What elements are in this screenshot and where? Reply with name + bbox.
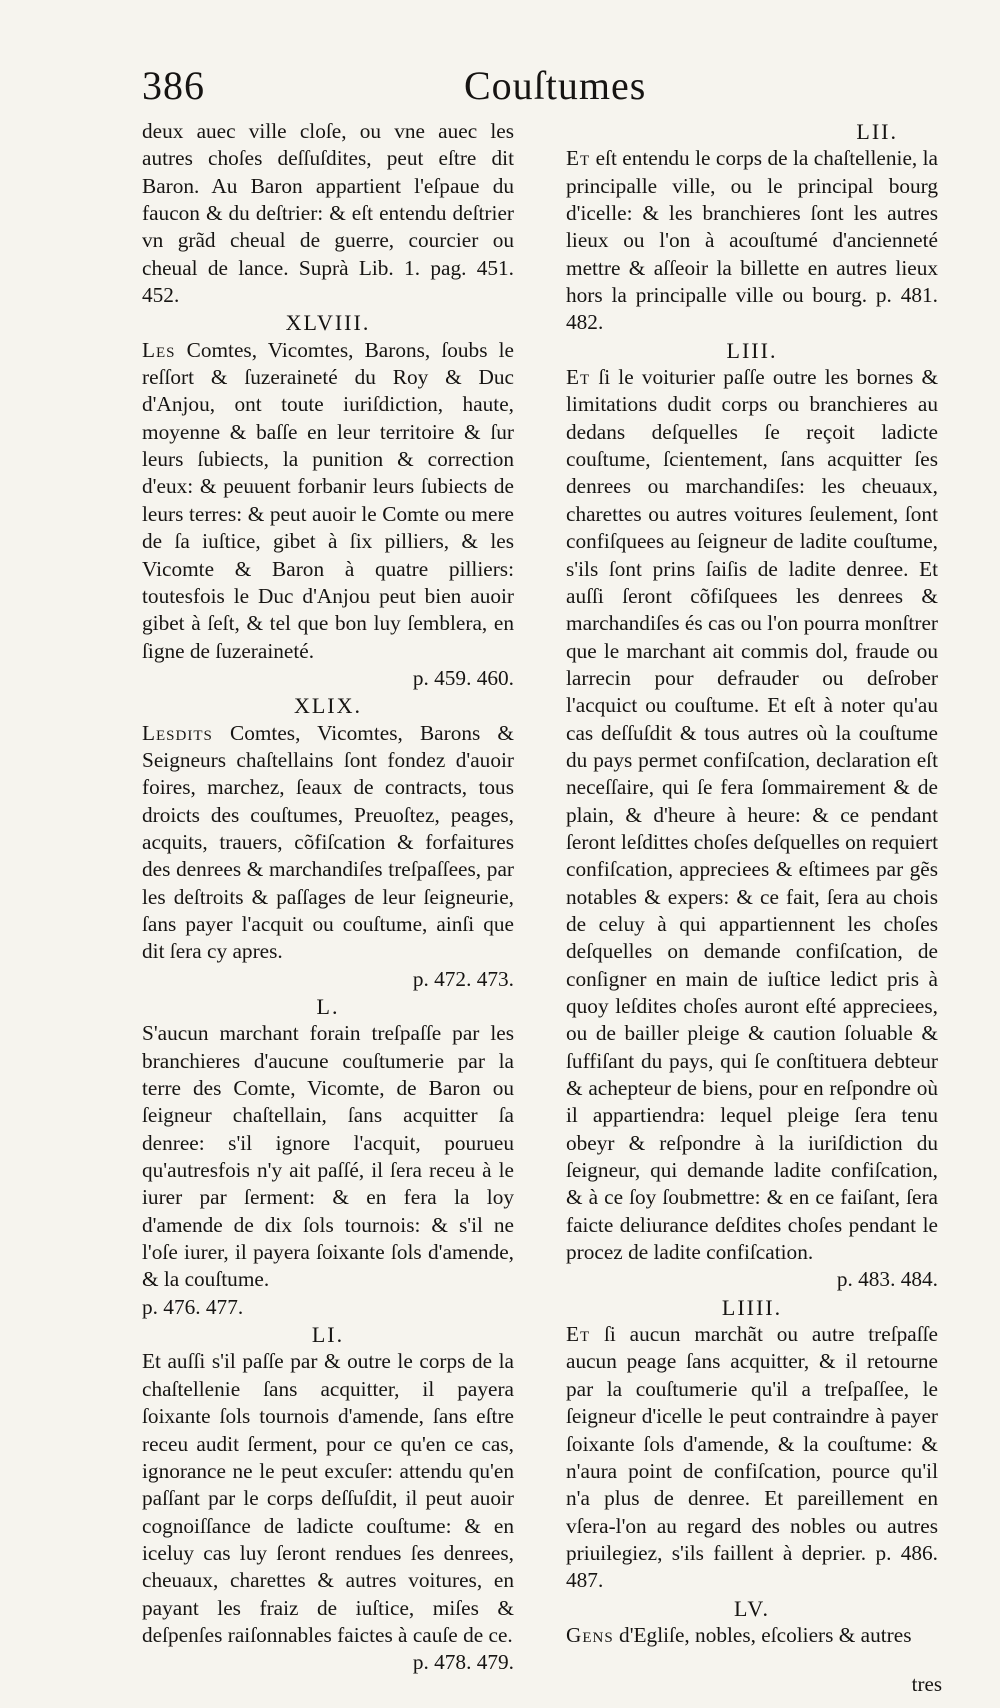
article-text: Comtes, Vicomtes, Barons & Seigneurs chaſtellains ſont fondez d'auoir foires, marchez, ſeaux de contracts, tous droicts des couſtumes, Preuoſtez, peages, acquits, trauers, cõfiſcation & forfaitures des denrees & marchandiſes treſpaſſees, par les deſtroits & paſſages de leur ſeigneurie, ſans payer l'acquit ou couſtume, ainſi que dit ſera cy apres. [142, 720, 514, 964]
page-reference: p. 459. 460. [412, 665, 514, 690]
article-text: Comtes, Vicomtes, Barons, ſoubs le reſſort & ſuzeraineté du Roy & Duc d'Anjou, ont toute iuriſdiction, haute, moyenne & baſſe en leur territoire & ſur leurs ſubiects, la punition & correction d'eux: & peuuent forbanir leurs ſubiects de leurs terres: & peut auoir le Comte ou mere de ſa iuſtice, gibet à ſix pilliers, & les Vicomte & Baron à quatre pilliers: toutesfois le Duc d'Anjou peut bien auoir gibet à ſeſt, & tel que bon luy ſemblera, en ſigne de ſuzeraineté. [142, 337, 514, 663]
article-initial-word: Lesdits [142, 720, 213, 745]
article-initial-word: Gens [566, 1622, 614, 1647]
article-heading: LII. [856, 119, 898, 144]
article-text: ſi le voiturier paſſe outre les bornes & limitations dudit corps ou branchieres au dedans deſquelles ſe reçoit ladicte couſtume, ſcientement, ſans acquitter ſes denrees ou marchandiſes: les cheuaux, charettes ou autres voitures ſeulement, ſont confiſquees au ſeigneur de ladite couſtume, s'ils ſont prins ſaiſis de ladite denree. Et auſſi ſeront cõfiſquees les denrees & marchandiſes és cas ou l'on pourra monſtrer que le marchant ait commis dol, fraude ou larrecin pour defrauder ou deſrober l'acquict ou couſtume. Et eſt à noter qu'au cas deſſuſdit & tous autres où la couſtume du pays permet confiſcation, declaration eſt neceſſaire, qui ſe fera ſommairement & de plain, & d'heure à heure: & ce pendant ſeront leſdittes choſes deſquelles on requiert confiſcation, appreciees & eſtimees par gẽs notables & expers: & ce fait, ſera au chois de celuy à qui appartiennent les choſes deſquelles on demande confiſcation, de conſigner en main de iuſtice ledict pris à quoy leſdites choſes auront eſté appreciees, ou de bailler pleige & caution ſoluable & ſuffiſant du pays, qui ſe conſtituera debteur & achepteur de biens, pour en reſpondre où il appartiendra: lequel pleige ſera tenu obeyr & reſpondre à la iuriſdiction du ſeigneur, qui demande ladite confiſcation, & à ce ſoy ſoubmettre: & en ce faiſant, ſera faicte deliurance deſdites choſes pendant le procez de ladite confiſcation. [566, 365, 939, 1265]
article-body [142, 337, 514, 692]
article-heading: L. [316, 994, 340, 1019]
article-initial-word: Les [142, 337, 176, 362]
left-column [142, 118, 514, 1677]
article-body [566, 1321, 938, 1594]
page-reference: p. 486. 487. [566, 1540, 938, 1593]
article-heading: XLVIII. [285, 310, 371, 336]
page-reference: p. 483. 484. [836, 1267, 938, 1292]
article-initial-word: Et [566, 146, 591, 171]
article-text: S'aucun marchant forain treſpaſſe par les branchieres d'aucune couſtumerie par la terre des Comte, Vicomte, de Baron ou ſeigneur chaſtellain, ſans acquitter ſa denree: s'il ignore l'acquit, pourueu qu'autresfois n'y ait paſſé, il ſera receu à le iurer par ſerment: & en fera la loy d'amende de dix ſols tournois: & s'il ne l'oſe iurer, il payera ſoixante ſols d'amende, & la couſtume. [142, 1021, 514, 1292]
article-body [566, 364, 938, 1294]
article-body [566, 1622, 938, 1649]
article-body [566, 145, 938, 336]
page-reference: p. 472. 473. [412, 966, 514, 991]
page-reference: p. 476. 477. [142, 1294, 244, 1319]
article-heading: LIII. [726, 337, 778, 363]
article-text: Et auſſi s'il paſſe par & outre le corps de la chaſtellenie ſans acquitter, il payera ſoixante ſols tournois d'amende, ſans eſtre receu audit ſerment, pour ce qu'en ce cas, ignorance ne le peut excuſer: attendu qu'en paſſant par le corps deſſuſdit, il peut auoir cognoiſſance de ladicte couſtume: & en iceluy cas luy ſeront rendues ſes denrees, cheuaux, charettes & autres voitures, en payant les fraiz de iuſtice, miſes & deſpenſes raiſonnables faictes à cauſe de ce. [142, 1349, 514, 1647]
running-title: Couſtumes [464, 63, 647, 108]
right-column [566, 118, 938, 1649]
article-continuation [142, 118, 514, 309]
catchword: tres [911, 1672, 942, 1696]
article-heading: LIIII. [721, 1294, 783, 1320]
article-heading: LV. [734, 1595, 770, 1621]
page-number: 386 [142, 63, 205, 108]
article-initial-word: Et [566, 1322, 591, 1347]
article-heading: LI. [311, 1322, 345, 1348]
article-body [142, 1348, 514, 1676]
article-heading: XLIX. [293, 693, 363, 719]
running-head [142, 62, 942, 122]
page-reference: p. 481. 482. [566, 283, 938, 335]
article-text: ſi aucun marchãt ou autre treſpaſſe aucun peage ſans acquitter, & il retourne par la couſtumerie qu'il a treſpaſſee, le ſeigneur d'icelle le peut contraindre à payer ſoixante ſols d'amende, & la couſtume: & n'aura point de confiſcation, pource qu'il n'a plus de denree. Et pareillement en vſera-l'on au regard des nobles ou autres priuilegiez, s'ils faillent à deprier. [566, 1322, 938, 1565]
article-text: d'Egliſe, nobles, eſcoliers & autres [619, 1622, 912, 1647]
article-initial-word: Et [566, 365, 591, 390]
article-text: deux auec ville cloſe, ou vne auec les autres choſes deſſuſdites, peut eſtre dit Baron. Au Baron appartient l'eſpaue du faucon & du deſtrier: & eſt entendu deſtrier vn grãd cheual de guerre, courcier ou cheual de lance. Suprà Lib. 1. pag. 451. 452. [142, 119, 514, 308]
article-body [142, 720, 514, 993]
page-reference: p. 478. 479. [412, 1650, 514, 1675]
article-body [142, 1020, 514, 1321]
article-text: eſt entendu le corps de la chaſtellenie, la principalle ville, ou le principal bourg d'icelle: & les branchieres ſont les autres lieux ou l'on à acouſtumé d'ancienneté mettre & aſſeoir la billette en autres lieux hors la principalle ville ou bourg. [566, 146, 939, 308]
